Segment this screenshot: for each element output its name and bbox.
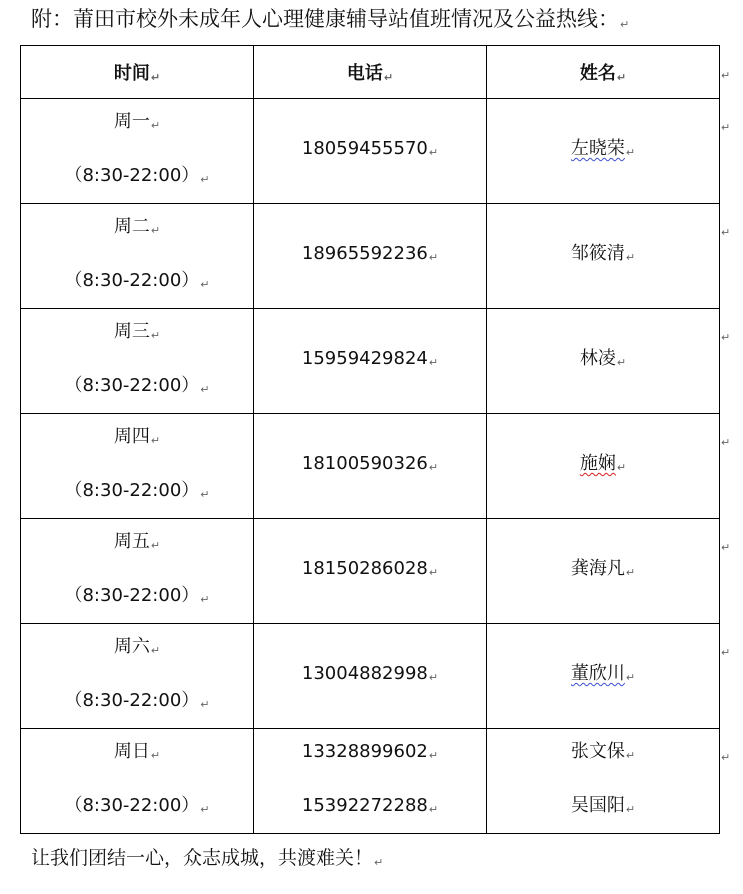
day-label: 周六: [113, 636, 150, 657]
day-label: 周四: [113, 426, 150, 447]
phone-cell: [254, 204, 487, 309]
paragraph-mark-icon: ↵: [150, 539, 161, 552]
name-cell: [487, 624, 720, 729]
time-cell: [21, 204, 254, 309]
document-title: [31, 4, 629, 40]
paragraph-mark-icon: ↵: [625, 749, 636, 762]
paragraph-mark-icon: ↵: [200, 803, 210, 816]
paragraph-mark-icon: ↵: [721, 69, 731, 82]
day-label: 周二: [113, 216, 150, 237]
duty-schedule-table: [20, 45, 720, 834]
person-name: 张文保: [570, 741, 625, 762]
day-label: 周三: [113, 321, 150, 342]
phone-cell: [254, 624, 487, 729]
name-cell: [487, 519, 720, 624]
paragraph-mark-icon: ↵: [721, 646, 731, 659]
paragraph-mark-icon: ↵: [721, 751, 731, 764]
paragraph-mark-icon: ↵: [428, 671, 439, 684]
name-cell: [487, 204, 720, 309]
hours-label: （8:30-22:00）: [64, 690, 200, 711]
day-label: 周日: [113, 741, 150, 762]
hours-label: （8:30-22:00）: [64, 375, 200, 396]
header-phone-label: 电话: [346, 63, 383, 84]
paragraph-mark-icon: ↵: [428, 749, 439, 762]
paragraph-mark-icon: ↵: [428, 146, 439, 159]
table-row: [21, 729, 720, 834]
closing-slogan-text: 让我们团结一心，众志成城，共渡难关！: [31, 847, 374, 869]
paragraph-mark-icon: ↵: [428, 803, 439, 816]
day-label: 周一: [113, 111, 150, 132]
paragraph-mark-icon: ↵: [620, 18, 630, 31]
hours-label: （8:30-22:00）: [64, 585, 200, 606]
table-row: [21, 204, 720, 309]
person-name: 左晓荣: [570, 138, 625, 159]
person-name: 吴国阳: [570, 795, 625, 816]
paragraph-mark-icon: ↵: [150, 119, 161, 132]
hours-label: （8:30-22:00）: [64, 795, 200, 816]
table-row: [21, 309, 720, 414]
document-title-text: 附：莆田市校外未成年人心理健康辅导站值班情况及公益热线：: [31, 7, 619, 31]
paragraph-mark-icon: ↵: [721, 541, 731, 554]
phone-cell: [254, 414, 487, 519]
paragraph-mark-icon: ↵: [721, 121, 731, 134]
phone-number: 18965592236: [301, 243, 428, 264]
paragraph-mark-icon: ↵: [625, 566, 636, 579]
paragraph-mark-icon: ↵: [150, 224, 161, 237]
phone-number: 18100590326: [301, 453, 428, 474]
person-name: 施娴: [579, 453, 616, 474]
table-row: [21, 519, 720, 624]
paragraph-mark-icon: ↵: [374, 856, 384, 869]
paragraph-mark-icon: ↵: [721, 226, 731, 239]
table-header-row: [21, 46, 720, 99]
phone-cell: [254, 309, 487, 414]
paragraph-mark-icon: ↵: [200, 488, 210, 501]
paragraph-mark-icon: ↵: [625, 803, 636, 816]
header-time-label: 时间: [113, 63, 150, 84]
phone-cell: [254, 729, 487, 834]
paragraph-mark-icon: ↵: [200, 173, 210, 186]
table-row: [21, 414, 720, 519]
time-cell: [21, 414, 254, 519]
hours-label: （8:30-22:00）: [64, 165, 200, 186]
hours-label: （8:30-22:00）: [64, 270, 200, 291]
day-label: 周五: [113, 531, 150, 552]
paragraph-mark-icon: ↵: [625, 251, 636, 264]
paragraph-mark-icon: ↵: [150, 434, 161, 447]
paragraph-mark-icon: ↵: [616, 461, 627, 474]
paragraph-mark-icon: ↵: [625, 671, 636, 684]
time-cell: [21, 624, 254, 729]
name-cell: [487, 309, 720, 414]
paragraph-mark-icon: ↵: [150, 329, 161, 342]
phone-cell: [254, 519, 487, 624]
paragraph-mark-icon: ↵: [200, 278, 210, 291]
phone-number: 18059455570: [301, 138, 428, 159]
paragraph-mark-icon: ↵: [625, 146, 636, 159]
time-cell: [21, 519, 254, 624]
phone-number: 18150286028: [301, 558, 428, 579]
paragraph-mark-icon: ↵: [150, 749, 161, 762]
person-name: 董欣川: [570, 663, 625, 684]
phone-cell: [254, 99, 487, 204]
paragraph-mark-icon: ↵: [428, 356, 439, 369]
phone-number: 15959429824: [301, 348, 428, 369]
hours-label: （8:30-22:00）: [64, 480, 200, 501]
name-cell: [487, 729, 720, 834]
header-name-label: 姓名: [579, 63, 616, 84]
paragraph-mark-icon: ↵: [200, 593, 210, 606]
paragraph-mark-icon: ↵: [428, 566, 439, 579]
paragraph-mark-icon: ↵: [428, 461, 439, 474]
phone-number: 13328899602: [301, 741, 428, 762]
paragraph-mark-icon: ↵: [150, 644, 161, 657]
paragraph-mark-icon: ↵: [616, 356, 627, 369]
time-cell: [21, 729, 254, 834]
paragraph-mark-icon: ↵: [721, 436, 731, 449]
header-name: [487, 46, 720, 99]
closing-slogan: [31, 844, 383, 877]
person-name: 林凌: [579, 348, 616, 369]
paragraph-mark-icon: ↵: [200, 383, 210, 396]
table-row: [21, 624, 720, 729]
name-cell: [487, 414, 720, 519]
paragraph-mark-icon: ↵: [150, 71, 161, 84]
time-cell: [21, 309, 254, 414]
paragraph-mark-icon: ↵: [721, 331, 731, 344]
time-cell: [21, 99, 254, 204]
header-time: [21, 46, 254, 99]
phone-number: 13004882998: [301, 663, 428, 684]
paragraph-mark-icon: ↵: [428, 251, 439, 264]
person-name: 邹筱清: [570, 243, 625, 264]
paragraph-mark-icon: ↵: [616, 71, 627, 84]
paragraph-mark-icon: ↵: [200, 698, 210, 711]
header-phone: [254, 46, 487, 99]
phone-number: 15392272288: [301, 795, 428, 816]
paragraph-mark-icon: ↵: [383, 71, 394, 84]
name-cell: [487, 99, 720, 204]
person-name: 龚海凡: [570, 558, 625, 579]
table-row: [21, 99, 720, 204]
